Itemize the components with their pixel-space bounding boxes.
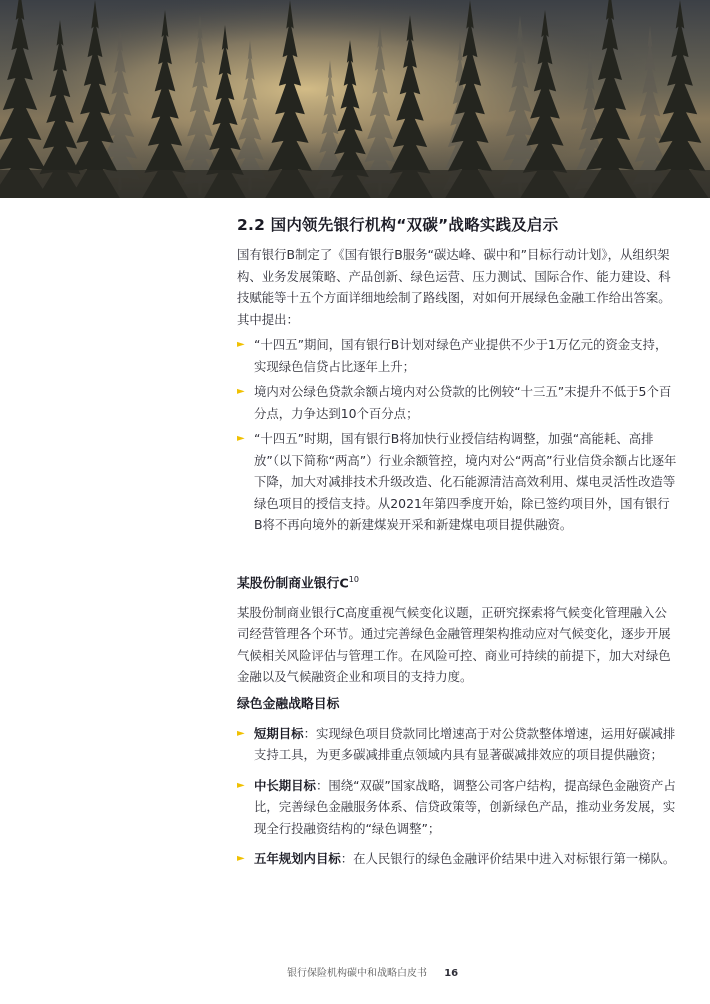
section-title: 2.2 国内领先银行机构“双碳”战略实践及启示 (237, 216, 559, 234)
page-footer (287, 964, 458, 979)
goal-item: ► 中长期目标：围绕“双碳”国家战略，调整公司客户结构，提高绿色金融资产占比，完善绿色金融服务体系、信贷政策等，创新绿色产品，推动业务发展，实现全行投融资结构的“绿色调整”； (237, 775, 677, 840)
main-content (237, 214, 677, 870)
strategy-subtitle: 绿色金融战略目标 (237, 696, 340, 712)
triangle-bullet-icon: ► (237, 779, 245, 791)
list-item: ► 境内对公绿色贷款余额占境内对公贷款的比例较“十三五”末提升不低于5个百分点，力争达到10个百分点； (237, 381, 677, 424)
page-number: 16 (444, 968, 459, 979)
triangle-bullet-icon: ► (237, 853, 245, 865)
section-intro: 国有银行B制定了《国有银行B服务“碳达峰、碳中和”目标行动计划》，从组织架构、业务发展策略、产品创新、绿色运营、压力测试、国际合作、能力建设、科技赋能等十五个方面详细地绘制了路线图，对如何开展绿色金融工作给出答案。其中提出： (237, 247, 671, 327)
forest-header-image (0, 0, 710, 198)
footnote-ref: 10 (348, 574, 359, 584)
triangle-bullet-icon: ► (237, 386, 245, 397)
bank-c-intro: 某股份制商业银行C高度重视气候变化议题，正研究探索将气候变化管理融入公司经营管理各个环节。通过完善绿色金融管理架构推动应对气候变化，逐步开展气候相关风险评估与管理工作。在风险可控、商业可持续的前提下，加大对绿色金融以及气候融资企业和项目的支持力度。 (237, 604, 671, 685)
goal-item: ► 短期目标：实现绿色项目贷款同比增速高于对公贷款整体增速，运用好碳减排支持工具，为更多碳减排重点领域内具有显著碳减排效应的项目提供融资； (237, 723, 677, 766)
list-item: ► “十四五”时期，国有银行B将加快行业授信结构调整，加强“高能耗、高排放”（以下简称“两高”）行业余额管控，境内对公“两高”行业信贷余额占比逐年下降，加大对减排技术升级改造、化石能源清洁高效利用、煤电灵活性改造等绿色项目的授信支持。从2021年第四季度开始，除已签约项目外，国有银行B将不再向境外的新建煤炭开采和新建煤电项目提供融资。 (237, 428, 677, 536)
list-item: ► “十四五”期间，国有银行B计划对绿色产业提供不少于1万亿元的资金支持，实现绿色信贷占比逐年上升； (237, 334, 677, 377)
footer-title: 银行保险机构碳中和战略白皮书 (287, 968, 427, 979)
bank-c-title: 某股份制商业银行$C^{10}$ (237, 574, 359, 591)
bullet-list (237, 334, 677, 536)
triangle-bullet-icon: ► (237, 339, 245, 350)
triangle-bullet-icon: ► (237, 433, 245, 444)
triangle-bullet-icon: ► (237, 727, 245, 739)
goal-list (237, 723, 677, 870)
goal-item: ► 五年规划内目标：在人民银行的绿色金融评价结果中进入对标银行第一梯队。 (237, 848, 677, 870)
